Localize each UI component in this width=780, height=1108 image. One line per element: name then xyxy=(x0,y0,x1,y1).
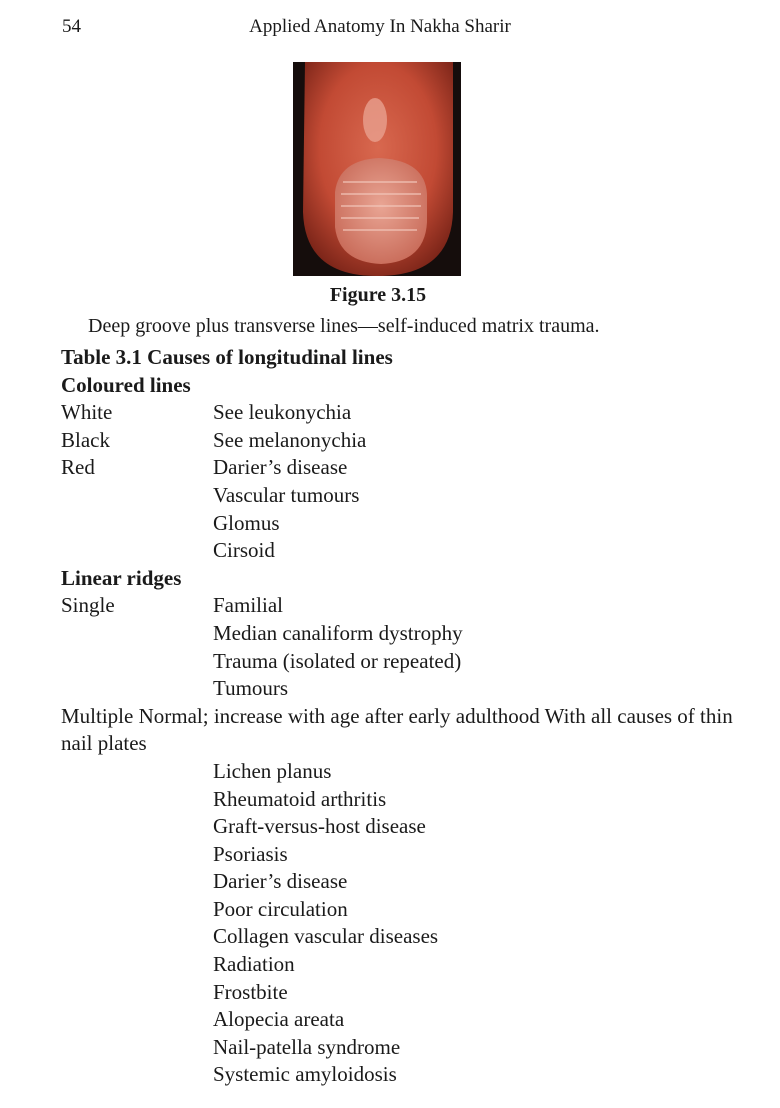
row-category: Black xyxy=(61,427,110,452)
row-cause: Nail-patella syndrome xyxy=(213,1034,401,1059)
row-cause: See leukonychia xyxy=(213,400,352,425)
row-category xyxy=(61,675,213,703)
figure-caption-description: Deep groove plus transverse lines—self-induced matrix trauma. xyxy=(88,315,600,337)
row-category xyxy=(61,537,213,565)
table-row xyxy=(61,399,751,427)
row-cause: Radiation xyxy=(213,952,295,977)
row-cause: Collagen vascular diseases xyxy=(213,924,439,949)
section-heading: Linear ridges xyxy=(61,565,182,590)
row-category xyxy=(61,868,213,896)
row-category xyxy=(61,813,213,841)
figure-image-nail xyxy=(293,62,461,276)
row-cause: Systemic amyloidosis xyxy=(213,1062,397,1087)
table-row xyxy=(61,758,751,786)
row-cause: Tumours xyxy=(213,676,289,701)
multiple-ridges-text: Multiple Normal; increase with age after early adulthood With all causes of thin nail plates xyxy=(61,703,733,756)
row-cause: Familial xyxy=(213,593,283,618)
table-row xyxy=(61,896,751,924)
table-row xyxy=(61,923,751,951)
page-number: 54 xyxy=(62,16,81,37)
row-cause: Darier’s disease xyxy=(213,455,348,480)
row-category: Red xyxy=(61,455,95,480)
row-category xyxy=(61,923,213,951)
row-cause: Frostbite xyxy=(213,979,288,1004)
table-row xyxy=(61,427,751,455)
row-cause: Trauma (isolated or repeated) xyxy=(213,648,462,673)
row-category xyxy=(61,482,213,510)
row-cause: Vascular tumours xyxy=(213,482,360,507)
running-header-title: Applied Anatomy In Nakha Sharir xyxy=(249,16,511,37)
row-cause: Lichen planus xyxy=(213,758,332,783)
table-row xyxy=(61,537,751,565)
table-row xyxy=(61,813,751,841)
row-category xyxy=(61,841,213,869)
row-category xyxy=(61,1034,213,1062)
row-category xyxy=(61,620,213,648)
table-row xyxy=(61,648,751,676)
row-cause: Graft-versus-host disease xyxy=(213,814,426,839)
row-category: Single xyxy=(61,593,115,618)
row-cause: Poor circulation xyxy=(213,896,348,921)
row-category: White xyxy=(61,400,113,425)
row-cause: Darier’s disease xyxy=(213,869,348,894)
row-cause: Psoriasis xyxy=(213,841,288,866)
table-row xyxy=(61,454,751,482)
section-heading: Coloured lines xyxy=(61,372,191,397)
table-row xyxy=(61,841,751,869)
row-cause: Glomus xyxy=(213,510,280,535)
table-row xyxy=(61,482,751,510)
table-row xyxy=(61,951,751,979)
row-cause: Rheumatoid arthritis xyxy=(213,786,387,811)
figure-caption-label: Figure 3.15 xyxy=(329,284,427,306)
table-row xyxy=(61,1061,751,1089)
table-title: Table 3.1 Causes of longitudinal lines xyxy=(61,345,393,369)
row-cause: Cirsoid xyxy=(213,538,275,563)
row-category xyxy=(61,758,213,786)
row-category xyxy=(61,951,213,979)
table-row xyxy=(61,1006,751,1034)
row-category xyxy=(61,1006,213,1034)
row-cause: Median canaliform dystrophy xyxy=(213,620,463,645)
table-row xyxy=(61,620,751,648)
row-cause: See melanonychia xyxy=(213,427,367,452)
table-row xyxy=(61,868,751,896)
row-cause: Alopecia areata xyxy=(213,1007,345,1032)
table-row xyxy=(61,592,751,620)
row-category xyxy=(61,648,213,676)
table-row xyxy=(61,510,751,538)
row-category xyxy=(61,1061,213,1089)
row-category xyxy=(61,896,213,924)
table-row xyxy=(61,786,751,814)
row-category xyxy=(61,979,213,1007)
table-row xyxy=(61,979,751,1007)
row-category xyxy=(61,786,213,814)
table-row xyxy=(61,1034,751,1062)
table-row xyxy=(61,675,751,703)
causes-table xyxy=(61,344,751,1089)
row-category xyxy=(61,510,213,538)
